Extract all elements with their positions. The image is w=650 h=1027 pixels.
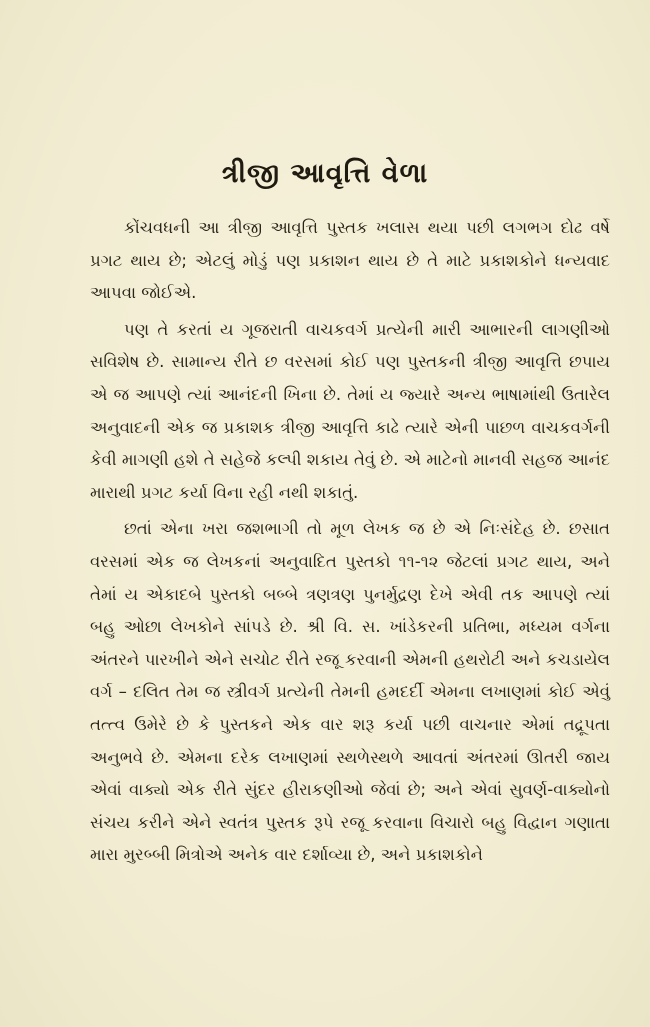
preface-body <box>90 212 610 876</box>
paragraph-3: છતાં એના ખરા જશભાગી તો મૂળ લેખક જ છે એ નિઃસંદેહ છે. છસાત વરસમાં એક જ લેખકનાં અનુવાદિત પુસ્તકો ૧૧-૧૨ જેટલાં પ્રગટ થાય, અને તેમાં ય એકાદબે પુસ્તકો બબ્બે ત્રણત્રણ પુનર્મુદ્રણ દેખે એવી તક આપણે ત્યાં બહુ ઓછા લેખકોને સાંપડે છે. શ્રી વિ. સ. ખાંડેકરની પ્રતિભા, મધ્યમ વર્ગના અંતરને પારખીને એને સચોટ રીતે રજૂ કરવાની એમની હથરોટી અને કચડાયેલ વર્ગ – દલિત તેમ જ સ્ત્રીવર્ગ પ્રત્યેની તેમની હમદર્દી એમના લખાણમાં કોઈ એવું તત્ત્વ ઉમેરે છે કે પુસ્તકને એક વાર શરૂ કર્યા પછી વાચનાર એમાં તદ્રૂપતા અનુભવે છે. એમના દરેક લખાણમાં સ્થળેસ્થળે આવતાં અંતરમાં ઊતરી જાય એવાં વાક્યો એક રીતે સુંદર હીરાકણીઓ જેવાં છે; અને એવાં સુવર્ણ-વાક્યોનો સંચય કરીને એને સ્વતંત્ર પુસ્તક રૂપે રજૂ કરવાના વિચારો બહુ વિદ્વાન ગણાતા મારા મુરબ્બી મિત્રોએ અનેક વાર દર્શાવ્યા છે, અને પ્રકાશકોને <box>90 519 610 865</box>
paragraph-2: પણ તે કરતાં ય ગૂજરાતી વાચકવર્ગ પ્રત્યેની મારી આભારની લાગણીઓ સવિશેષ છે. સામાન્ય રીતે છ વરસમાં કોઈ પણ પુસ્તકની ત્રીજી આવૃત્તિ છપાય એ જ આપણે ત્યાં આનંદની ખિના છે. તેમાં ય જ્યારે અન્ય ભાષામાંથી ઉતારેલ અનુવાદની એક જ પ્રકાશક ત્રીજી આવૃત્તિ કાઢે ત્યારે એની પાછળ વાચકવર્ગની કેવી માગણી હશે તે સહેજે કલ્પી શકાય તેવું છે. એ માટેનો માનવી સહજ આનંદ મારાથી પ્રગટ કર્યા વિના રહી નથી શકાતું. <box>90 319 610 502</box>
page-title: ત્રીજી આવૃત્તિ વેળા <box>221 158 429 189</box>
paragraph-1: કોંચવધની આ ત્રીજી આવૃત્તિ પુસ્તક ખલાસ થયા પછી લગભગ દોઢ વર્ષે પ્રગટ થાય છે; એટલું મોડું પણ પ્રકાશન થાય છે તે માટે પ્રકાશકોને ધન્યવાદ આપવા જોઈએ. <box>90 218 610 303</box>
